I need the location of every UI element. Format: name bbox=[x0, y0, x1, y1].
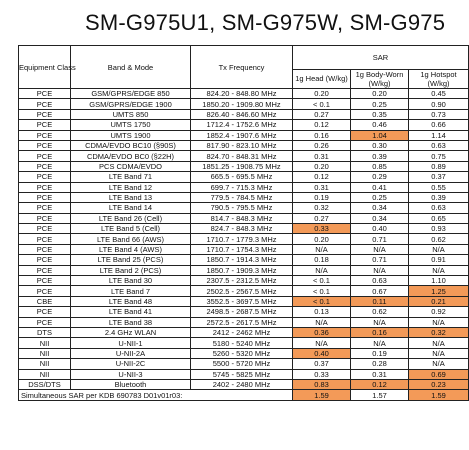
hotspot-sar-cell: 0.69 bbox=[409, 369, 469, 379]
table-row bbox=[19, 307, 469, 317]
head-sar-cell: 0.18 bbox=[293, 255, 351, 265]
simultaneous-head-value: 1.59 bbox=[293, 390, 351, 400]
band-mode-cell: PCS CDMA/EVDO bbox=[71, 161, 191, 171]
sar-table bbox=[18, 45, 469, 401]
tx-frequency-cell: 1710.7 - 1754.3 MHz bbox=[191, 244, 293, 254]
equipment-class-cell: PCE bbox=[19, 99, 71, 109]
equipment-class-cell: DTS bbox=[19, 327, 71, 337]
band-mode-cell: LTE Band 25 (PCS) bbox=[71, 255, 191, 265]
body-worn-sar-cell: 0.30 bbox=[351, 140, 409, 150]
body-worn-sar-cell: 1.04 bbox=[351, 130, 409, 140]
hotspot-sar-cell: 0.75 bbox=[409, 151, 469, 161]
tx-frequency-cell: 2498.5 - 2687.5 MHz bbox=[191, 307, 293, 317]
header-equipment-class: Equipment Class bbox=[19, 46, 71, 89]
table-row bbox=[19, 327, 469, 337]
head-sar-cell: 0.27 bbox=[293, 109, 351, 119]
head-sar-cell: 0.40 bbox=[293, 348, 351, 358]
header-band-mode: Band & Mode bbox=[71, 46, 191, 89]
band-mode-cell: GSM/GPRS/EDGE 850 bbox=[71, 89, 191, 99]
tx-frequency-cell: 1850.7 - 1914.3 MHz bbox=[191, 255, 293, 265]
equipment-class-cell: PCE bbox=[19, 120, 71, 130]
hotspot-sar-cell: 0.92 bbox=[409, 307, 469, 317]
simultaneous-sar-row bbox=[19, 390, 469, 400]
body-worn-sar-cell: 0.29 bbox=[351, 172, 409, 182]
body-worn-sar-cell: 0.67 bbox=[351, 286, 409, 296]
tx-frequency-cell: 2402 - 2480 MHz bbox=[191, 379, 293, 389]
table-row bbox=[19, 317, 469, 327]
head-sar-cell: 0.12 bbox=[293, 172, 351, 182]
band-mode-cell: U-NII-2C bbox=[71, 359, 191, 369]
equipment-class-cell: PCE bbox=[19, 234, 71, 244]
band-mode-cell: LTE Band 48 bbox=[71, 296, 191, 306]
equipment-class-cell: PCE bbox=[19, 317, 71, 327]
head-sar-cell: < 0.1 bbox=[293, 276, 351, 286]
equipment-class-cell: PCE bbox=[19, 286, 71, 296]
equipment-class-cell: PCE bbox=[19, 244, 71, 254]
body-worn-sar-cell: 0.85 bbox=[351, 161, 409, 171]
band-mode-cell: 2.4 GHz WLAN bbox=[71, 327, 191, 337]
tx-frequency-cell: 824.7 - 848.3 MHz bbox=[191, 224, 293, 234]
tx-frequency-cell: 824.70 - 848.31 MHz bbox=[191, 151, 293, 161]
equipment-class-cell: NII bbox=[19, 369, 71, 379]
table-row bbox=[19, 140, 469, 150]
table-row bbox=[19, 109, 469, 119]
body-worn-sar-cell: 0.63 bbox=[351, 276, 409, 286]
hotspot-sar-cell: 0.55 bbox=[409, 182, 469, 192]
head-sar-cell: 0.33 bbox=[293, 224, 351, 234]
band-mode-cell: LTE Band 12 bbox=[71, 182, 191, 192]
equipment-class-cell: PCE bbox=[19, 151, 71, 161]
band-mode-cell: LTE Band 66 (AWS) bbox=[71, 234, 191, 244]
body-worn-sar-cell: 0.34 bbox=[351, 203, 409, 213]
hotspot-sar-cell: 0.39 bbox=[409, 192, 469, 202]
table-row bbox=[19, 120, 469, 130]
equipment-class-cell: PCE bbox=[19, 109, 71, 119]
head-sar-cell: 0.20 bbox=[293, 161, 351, 171]
band-mode-cell: UMTS 1900 bbox=[71, 130, 191, 140]
head-sar-cell: 0.13 bbox=[293, 307, 351, 317]
band-mode-cell: LTE Band 71 bbox=[71, 172, 191, 182]
body-worn-sar-cell: 0.20 bbox=[351, 89, 409, 99]
table-row bbox=[19, 379, 469, 389]
equipment-class-cell: CBE bbox=[19, 296, 71, 306]
hotspot-sar-cell: 0.63 bbox=[409, 140, 469, 150]
head-sar-cell: < 0.1 bbox=[293, 286, 351, 296]
header-body-worn: 1g Body-Worn (W/kg) bbox=[351, 69, 409, 88]
table-row bbox=[19, 161, 469, 171]
head-sar-cell: N/A bbox=[293, 244, 351, 254]
body-worn-sar-cell: 0.71 bbox=[351, 234, 409, 244]
equipment-class-cell: PCE bbox=[19, 161, 71, 171]
header-head: 1g Head (W/kg) bbox=[293, 69, 351, 88]
sar-table-header bbox=[19, 46, 469, 89]
body-worn-sar-cell: 0.31 bbox=[351, 369, 409, 379]
tx-frequency-cell: 790.5 - 795.5 MHz bbox=[191, 203, 293, 213]
table-row bbox=[19, 192, 469, 202]
head-sar-cell: 0.36 bbox=[293, 327, 351, 337]
hotspot-sar-cell: N/A bbox=[409, 359, 469, 369]
equipment-class-cell: PCE bbox=[19, 224, 71, 234]
equipment-class-cell: PCE bbox=[19, 255, 71, 265]
tx-frequency-cell: 779.5 - 784.5 MHz bbox=[191, 192, 293, 202]
equipment-class-cell: PCE bbox=[19, 89, 71, 99]
table-row bbox=[19, 286, 469, 296]
table-row bbox=[19, 244, 469, 254]
head-sar-cell: 0.27 bbox=[293, 213, 351, 223]
tx-frequency-cell: 2502.5 - 2567.5 MHz bbox=[191, 286, 293, 296]
table-row bbox=[19, 151, 469, 161]
table-row bbox=[19, 172, 469, 182]
tx-frequency-cell: 3552.5 - 3697.5 MHz bbox=[191, 296, 293, 306]
hotspot-sar-cell: 0.23 bbox=[409, 379, 469, 389]
simultaneous-hotspot-value: 1.59 bbox=[409, 390, 469, 400]
body-worn-sar-cell: 0.40 bbox=[351, 224, 409, 234]
header-hotspot: 1g Hotspot (W/kg) bbox=[409, 69, 469, 88]
head-sar-cell: 0.31 bbox=[293, 182, 351, 192]
equipment-class-cell: PCE bbox=[19, 213, 71, 223]
hotspot-sar-cell: 0.89 bbox=[409, 161, 469, 171]
table-row bbox=[19, 359, 469, 369]
head-sar-cell: 0.20 bbox=[293, 234, 351, 244]
sar-table-body bbox=[19, 89, 469, 390]
simultaneous-body-value: 1.57 bbox=[351, 390, 409, 400]
head-sar-cell: N/A bbox=[293, 338, 351, 348]
tx-frequency-cell: 814.7 - 848.3 MHz bbox=[191, 213, 293, 223]
head-sar-cell: 0.20 bbox=[293, 89, 351, 99]
table-row bbox=[19, 182, 469, 192]
equipment-class-cell: NII bbox=[19, 338, 71, 348]
tx-frequency-cell: 665.5 - 695.5 MHz bbox=[191, 172, 293, 182]
head-sar-cell: 0.37 bbox=[293, 359, 351, 369]
tx-frequency-cell: 826.40 - 846.60 MHz bbox=[191, 109, 293, 119]
band-mode-cell: LTE Band 13 bbox=[71, 192, 191, 202]
table-row bbox=[19, 348, 469, 358]
equipment-class-cell: PCE bbox=[19, 307, 71, 317]
hotspot-sar-cell: 0.91 bbox=[409, 255, 469, 265]
table-row bbox=[19, 89, 469, 99]
table-row bbox=[19, 99, 469, 109]
hotspot-sar-cell: 0.45 bbox=[409, 89, 469, 99]
table-row bbox=[19, 265, 469, 275]
head-sar-cell: 0.32 bbox=[293, 203, 351, 213]
body-worn-sar-cell: N/A bbox=[351, 265, 409, 275]
hotspot-sar-cell: N/A bbox=[409, 348, 469, 358]
body-worn-sar-cell: 0.28 bbox=[351, 359, 409, 369]
band-mode-cell: LTE Band 2 (PCS) bbox=[71, 265, 191, 275]
equipment-class-cell: PCE bbox=[19, 140, 71, 150]
tx-frequency-cell: 1851.25 - 1908.75 MHz bbox=[191, 161, 293, 171]
body-worn-sar-cell: N/A bbox=[351, 244, 409, 254]
equipment-class-cell: PCE bbox=[19, 203, 71, 213]
hotspot-sar-cell: 0.65 bbox=[409, 213, 469, 223]
body-worn-sar-cell: 0.41 bbox=[351, 182, 409, 192]
band-mode-cell: Bluetooth bbox=[71, 379, 191, 389]
band-mode-cell: LTE Band 5 (Cell) bbox=[71, 224, 191, 234]
band-mode-cell: U-NII-2A bbox=[71, 348, 191, 358]
body-worn-sar-cell: 0.46 bbox=[351, 120, 409, 130]
head-sar-cell: 0.26 bbox=[293, 140, 351, 150]
hotspot-sar-cell: 1.10 bbox=[409, 276, 469, 286]
equipment-class-cell: PCE bbox=[19, 276, 71, 286]
equipment-class-cell: DSS/DTS bbox=[19, 379, 71, 389]
head-sar-cell: < 0.1 bbox=[293, 296, 351, 306]
hotspot-sar-cell: N/A bbox=[409, 338, 469, 348]
body-worn-sar-cell: N/A bbox=[351, 317, 409, 327]
tx-frequency-cell: 5180 - 5240 MHz bbox=[191, 338, 293, 348]
hotspot-sar-cell: 0.90 bbox=[409, 99, 469, 109]
tx-frequency-cell: 699.7 - 715.3 MHz bbox=[191, 182, 293, 192]
table-row bbox=[19, 369, 469, 379]
table-row bbox=[19, 203, 469, 213]
equipment-class-cell: NII bbox=[19, 348, 71, 358]
hotspot-sar-cell: 0.93 bbox=[409, 224, 469, 234]
simultaneous-sar-label: Simultaneous SAR per KDB 690783 D01v01r03: bbox=[19, 390, 293, 400]
equipment-class-cell: PCE bbox=[19, 172, 71, 182]
body-worn-sar-cell: 0.34 bbox=[351, 213, 409, 223]
body-worn-sar-cell: 0.11 bbox=[351, 296, 409, 306]
body-worn-sar-cell: 0.35 bbox=[351, 109, 409, 119]
equipment-class-cell: NII bbox=[19, 359, 71, 369]
header-sar: SAR bbox=[293, 46, 469, 70]
head-sar-cell: 0.19 bbox=[293, 192, 351, 202]
head-sar-cell: N/A bbox=[293, 265, 351, 275]
document-title: SM-G975U1, SM-G975W, SM-G975 bbox=[85, 10, 446, 35]
equipment-class-cell: PCE bbox=[19, 182, 71, 192]
body-worn-sar-cell: 0.25 bbox=[351, 192, 409, 202]
hotspot-sar-cell: 0.21 bbox=[409, 296, 469, 306]
hotspot-sar-cell: 0.63 bbox=[409, 203, 469, 213]
tx-frequency-cell: 2572.5 - 2617.5 MHz bbox=[191, 317, 293, 327]
hotspot-sar-cell: N/A bbox=[409, 317, 469, 327]
head-sar-cell: 0.33 bbox=[293, 369, 351, 379]
head-sar-cell: 0.12 bbox=[293, 120, 351, 130]
hotspot-sar-cell: 1.14 bbox=[409, 130, 469, 140]
band-mode-cell: CDMA/EVDO BC0 (§22H) bbox=[71, 151, 191, 161]
band-mode-cell: LTE Band 30 bbox=[71, 276, 191, 286]
body-worn-sar-cell: 0.25 bbox=[351, 99, 409, 109]
equipment-class-cell: PCE bbox=[19, 192, 71, 202]
body-worn-sar-cell: 0.12 bbox=[351, 379, 409, 389]
band-mode-cell: UMTS 850 bbox=[71, 109, 191, 119]
tx-frequency-cell: 2412 - 2462 MHz bbox=[191, 327, 293, 337]
tx-frequency-cell: 2307.5 - 2312.5 MHz bbox=[191, 276, 293, 286]
band-mode-cell: LTE Band 4 (AWS) bbox=[71, 244, 191, 254]
head-sar-cell: 0.83 bbox=[293, 379, 351, 389]
band-mode-cell: LTE Band 26 (Cell) bbox=[71, 213, 191, 223]
hotspot-sar-cell: 0.32 bbox=[409, 327, 469, 337]
hotspot-sar-cell: 0.66 bbox=[409, 120, 469, 130]
body-worn-sar-cell: 0.71 bbox=[351, 255, 409, 265]
table-row bbox=[19, 276, 469, 286]
body-worn-sar-cell: 0.19 bbox=[351, 348, 409, 358]
tx-frequency-cell: 1852.4 - 1907.6 MHz bbox=[191, 130, 293, 140]
head-sar-cell: 0.31 bbox=[293, 151, 351, 161]
tx-frequency-cell: 5260 - 5320 MHz bbox=[191, 348, 293, 358]
hotspot-sar-cell: 1.25 bbox=[409, 286, 469, 296]
band-mode-cell: LTE Band 38 bbox=[71, 317, 191, 327]
header-tx-frequency: Tx Frequency bbox=[191, 46, 293, 89]
body-worn-sar-cell: 0.16 bbox=[351, 327, 409, 337]
band-mode-cell: U-NII-3 bbox=[71, 369, 191, 379]
band-mode-cell: LTE Band 14 bbox=[71, 203, 191, 213]
table-row bbox=[19, 255, 469, 265]
table-row bbox=[19, 338, 469, 348]
tx-frequency-cell: 1850.7 - 1909.3 MHz bbox=[191, 265, 293, 275]
body-worn-sar-cell: N/A bbox=[351, 338, 409, 348]
hotspot-sar-cell: 0.73 bbox=[409, 109, 469, 119]
hotspot-sar-cell: 0.62 bbox=[409, 234, 469, 244]
head-sar-cell: < 0.1 bbox=[293, 99, 351, 109]
tx-frequency-cell: 5745 - 5825 MHz bbox=[191, 369, 293, 379]
table-row bbox=[19, 213, 469, 223]
head-sar-cell: N/A bbox=[293, 317, 351, 327]
body-worn-sar-cell: 0.62 bbox=[351, 307, 409, 317]
tx-frequency-cell: 817.90 - 823.10 MHz bbox=[191, 140, 293, 150]
band-mode-cell: CDMA/EVDO BC10 (§90S) bbox=[71, 140, 191, 150]
band-mode-cell: LTE Band 41 bbox=[71, 307, 191, 317]
band-mode-cell: U-NII-1 bbox=[71, 338, 191, 348]
tx-frequency-cell: 824.20 - 848.80 MHz bbox=[191, 89, 293, 99]
hotspot-sar-cell: N/A bbox=[409, 265, 469, 275]
band-mode-cell: UMTS 1750 bbox=[71, 120, 191, 130]
band-mode-cell: GSM/GPRS/EDGE 1900 bbox=[71, 99, 191, 109]
tx-frequency-cell: 1850.20 - 1909.80 MHz bbox=[191, 99, 293, 109]
body-worn-sar-cell: 0.39 bbox=[351, 151, 409, 161]
tx-frequency-cell: 5500 - 5720 MHz bbox=[191, 359, 293, 369]
equipment-class-cell: PCE bbox=[19, 130, 71, 140]
tx-frequency-cell: 1712.4 - 1752.6 MHz bbox=[191, 120, 293, 130]
table-row bbox=[19, 224, 469, 234]
head-sar-cell: 0.16 bbox=[293, 130, 351, 140]
tx-frequency-cell: 1710.7 - 1779.3 MHz bbox=[191, 234, 293, 244]
table-row bbox=[19, 234, 469, 244]
band-mode-cell: LTE Band 7 bbox=[71, 286, 191, 296]
table-row bbox=[19, 130, 469, 140]
hotspot-sar-cell: N/A bbox=[409, 244, 469, 254]
table-row bbox=[19, 296, 469, 306]
hotspot-sar-cell: 0.37 bbox=[409, 172, 469, 182]
equipment-class-cell: PCE bbox=[19, 265, 71, 275]
